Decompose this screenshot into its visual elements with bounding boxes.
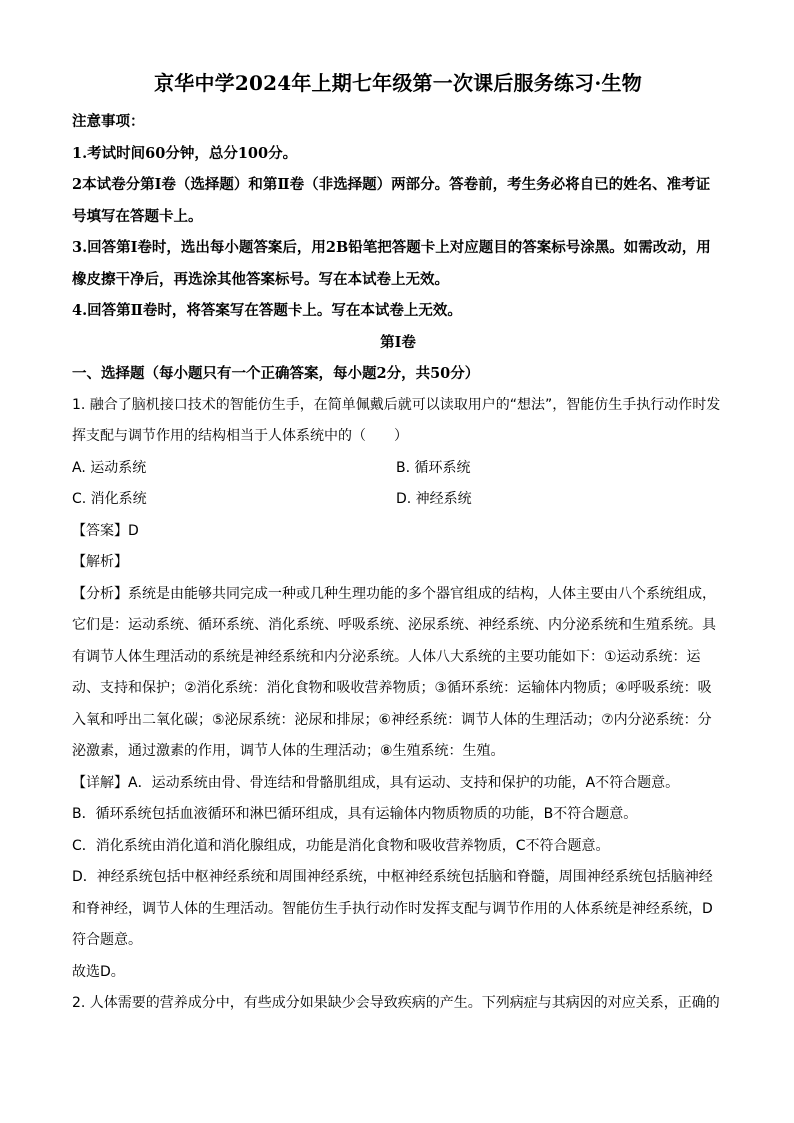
option-c: C. 消化系统	[72, 491, 147, 507]
question-1-options	[72, 453, 724, 516]
notice-item-3: 3.回答第Ⅰ卷时，选出每小题答案后，用2B铅笔把答题卡上对应题目的答案标号涂黑。如需改动，用橡皮擦干净后，再选涂其他答案标号。写在本试卷上无效。	[72, 239, 711, 288]
detail-b: B．循环系统包括血液循环和淋巴循环组成，具有运输体内物质物质的功能，B不符合题意。	[72, 806, 638, 822]
question-2-stem: 2. 人体需要的营养成分中，有些成分如果缺少会导致疾病的产生。下列病症与其病因的对应关系，正确的	[72, 995, 720, 1011]
detail-a: 【详解】A．运动系统由骨、骨连结和骨骼肌组成，具有运动、支持和保护的功能，A不符合题意。	[72, 774, 680, 791]
exam-page	[72, 68, 724, 1020]
detail-c: C．消化系统由消化道和消化腺组成，功能是消化食物和吸收营养物质，C不符合题意。	[72, 837, 610, 854]
notice-item-1: 1.考试时间60分钟，总分100分。	[72, 144, 298, 162]
answer-line: 【答案】D	[72, 522, 139, 539]
part-heading: 一、选择题（每小题只有一个正确答案，每小题2分，共50分）	[72, 365, 480, 382]
analysis-label: 【解析】	[72, 554, 128, 570]
conclusion: 故选D。	[72, 963, 125, 980]
detail-d: D．神经系统包括中枢神经系统和周围神经系统，中枢神经系统包括脑和脊髓，周围神经系统包括脑神经和脊神经，调节人体的生理活动。智能仿生手执行动作时发挥支配与调节作用的人体系统是神经系统，D符合题意。	[72, 869, 713, 948]
option-a: A. 运动系统	[72, 459, 147, 476]
question-1-stem: 1. 融合了脑机接口技术的智能仿生手，在简单佩戴后就可以读取用户的“想法”，智能仿生手执行动作时发挥支配与调节作用的结构相当于人体系统中的（ ）	[72, 396, 721, 444]
notice-item-2: 2本试卷分第Ⅰ卷（选择题）和第Ⅱ卷（非选择题）两部分。答卷前，考生务必将自已的姓名、准考证号填写在答题卡上。	[72, 176, 711, 225]
section-label: 第Ⅰ卷	[380, 333, 416, 351]
page-title: 京华中学2024年上期七年级第一次课后服务练习·生物	[154, 71, 642, 95]
option-d: D. 神经系统	[396, 491, 472, 507]
notice-item-4: 4.回答第Ⅱ卷时，将答案写在答题卡上。写在本试卷上无效。	[72, 302, 462, 319]
analysis-paragraph: 【分析】系统是由能够共同完成一种或几种生理功能的多个器官组成的结构，人体主要由八个系统组成，它们是：运动系统、循环系统、消化系统、呼吸系统、泌尿系统、神经系统、内分泌系统和生殖系统。具有调节人体生理活动的系统是神经系统和内分泌系统。人体八大系统的主要功能如下：①运动系统：运动、支持和保护；②消化系统：消化食物和吸收营养物质；③循环系统：运输体内物质；④呼吸系统：吸入氧和呼出二氧化碳；⑤泌尿系统：泌尿和排尿；⑥神经系统：调节人体的生理活动；⑦内分泌系统：分泌激素，通过激素的作用，调节人体的生理活动；⑧生殖系统：生殖。	[72, 585, 716, 759]
notice-heading: 注意事项：	[72, 113, 145, 130]
option-b: B. 循环系统	[396, 459, 471, 476]
